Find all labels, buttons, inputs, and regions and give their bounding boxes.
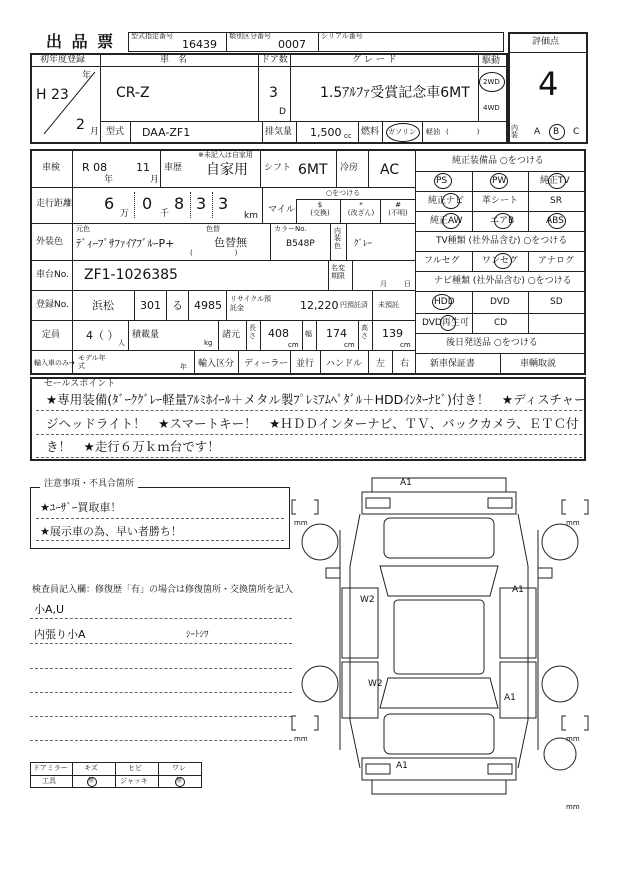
sales-line-1: ★専用装備(ﾀﾞｰｸｸﾞﾚｰ軽量ｱﾙﾐﾎｲｰﾙ＋メタル製ﾌﾟﾚﾐｱﾑﾍﾟﾀﾞﾙ＋HDDｲﾝﾀｰﾅﾋﾞ)付き！ ★ディスチャー <box>46 392 587 407</box>
notes-line-2: ★展示車の為、早い者勝ち！ <box>40 525 182 538</box>
recycle-unpaid: 未預託 <box>378 301 399 309</box>
navi-dvd-play: DVD再生可 <box>422 318 469 328</box>
history-label: 車歴 <box>164 163 183 173</box>
height-value: 139 <box>382 327 403 340</box>
shift-label: シフト <box>264 163 292 173</box>
month-mark: 月 <box>90 127 100 137</box>
model-year-mark: 年 <box>180 363 187 371</box>
color-orig-label: 元色 <box>76 225 90 233</box>
ac-value: AC <box>380 162 400 178</box>
mileage-digit-3: 8 <box>174 194 185 213</box>
legend-tools-value: 無 <box>88 777 95 784</box>
mile-opt-exchange: $ (交換) <box>310 201 330 218</box>
model-value: DAA-ZF1 <box>142 126 191 139</box>
inspector-line-2: 内張り小A <box>34 628 86 641</box>
equip-pw: PW <box>492 176 507 186</box>
notes-label: 注意事項・不具合箇所 <box>40 480 138 489</box>
equip-aw: 純正AW <box>430 216 463 226</box>
navi-hdd: HDD <box>434 297 455 307</box>
type-no-value: 16439 <box>182 38 217 51</box>
name-change-day: 日 <box>404 280 411 288</box>
legend-tools: 工具 <box>42 777 56 785</box>
first-reg-label: 初年度登録 <box>40 55 86 65</box>
color-change-value: 色替無 <box>214 236 247 249</box>
navi-dvd-play-circle <box>440 315 456 331</box>
color-orig-value: ﾃﾞｨｰﾌﾟｻﾌｧｲｱﾌﾞﾙｰP+ <box>76 237 175 250</box>
inspector-label: 検査員記入欄：修復歴「有」の場合は修復箇所・交換箇所を記入 <box>32 585 294 595</box>
fuel-gas: ガソリン <box>388 128 416 136</box>
chassis-value: ZF1-1026385 <box>84 267 178 283</box>
cc-unit: cc <box>344 132 352 140</box>
legend-mirror: ドアミラー <box>33 764 68 772</box>
color-label: 外装色 <box>36 237 64 247</box>
first-reg-month: 2 <box>76 117 85 133</box>
length-value: 408 <box>268 327 289 340</box>
mileage-digit-2: 0 <box>142 194 153 213</box>
sen-unit: 千 <box>160 209 170 219</box>
fuel-paren: ( ) <box>446 128 480 136</box>
equip-ps-circle <box>434 173 452 189</box>
score-label: 評価点 <box>532 37 560 47</box>
notes-line-1: ★ﾕｰｻﾞｰ買取車！ <box>40 501 122 514</box>
mileage-digit-4: 3 <box>196 194 207 213</box>
length-label: 長さ <box>249 324 256 340</box>
legend-jack-value: 無 <box>176 777 183 784</box>
first-reg-value: H 23 <box>36 87 69 103</box>
equip-pw-circle <box>490 173 508 189</box>
shaken-month: 11 <box>136 161 150 174</box>
equip-ps: PS <box>436 176 448 186</box>
car-diagram <box>280 470 610 810</box>
chassis-label: 車台No. <box>36 270 69 280</box>
name-change-month: 月 <box>380 280 387 288</box>
legend-crack: ヒビ <box>128 764 142 772</box>
equip-airbag: エアB <box>490 216 515 226</box>
name-change-label: 名変期限 <box>331 264 345 281</box>
serial-label: シリアル番号 <box>321 32 363 40</box>
equip-sr: SR <box>550 196 562 206</box>
damage-mark-rear-bumper: A1 <box>396 761 408 771</box>
tv-fullseg: フルセグ <box>424 256 460 266</box>
model-label: 型式 <box>106 127 125 137</box>
legend-scratch: キズ <box>84 764 98 772</box>
mm-spare: mm <box>566 803 580 811</box>
shaken-label: 車検 <box>42 163 61 173</box>
grade-label: グ レ ー ド <box>352 55 397 65</box>
capacity-value: 4（ ） <box>86 329 119 342</box>
tv-analog: アナログ <box>538 256 575 266</box>
reg-label: 登録No. <box>36 300 69 310</box>
navi-cd: CD <box>494 318 508 328</box>
fuel-diesel: 軽油 <box>426 128 440 136</box>
import-dealer: ディーラー <box>244 359 289 369</box>
equip-tv: 純正TV <box>540 176 570 186</box>
equip-airbag-circle <box>494 213 512 229</box>
mileage-digit-5: 3 <box>218 194 229 213</box>
category-label: 類別区分番号 <box>229 32 271 40</box>
interior-color-label: 内装色 <box>334 227 341 250</box>
color-no-value: B548P <box>286 239 315 249</box>
sales-line-3: き！ ★走行６万ｋｍ台です！ <box>46 439 220 454</box>
damage-mark-right-front-door: A1 <box>512 585 524 595</box>
mm-front-left: mm <box>294 519 308 527</box>
shift-value: 6MT <box>298 162 328 178</box>
mm-rear-right: mm <box>566 735 580 743</box>
type-no-label: 型式指定番号 <box>131 32 173 40</box>
width-cm: cm <box>344 341 355 349</box>
color-paren: ( ) <box>190 249 238 257</box>
interior-color-value: ｸﾞﾚｰ <box>354 239 373 249</box>
doors-label: ドア数 <box>261 55 288 65</box>
fuel-label: 燃料 <box>361 127 380 137</box>
width-value: 174 <box>326 327 347 340</box>
damage-mark-left-rear: W2 <box>368 679 383 689</box>
height-cm: cm <box>400 341 411 349</box>
navi-sd: SD <box>550 297 563 307</box>
navi-dvd: DVD <box>490 297 510 307</box>
mileage-label: 走行距離 <box>36 199 73 209</box>
dims-label: 諸元 <box>222 330 241 340</box>
drive-2wd: 2WD <box>483 78 500 86</box>
reg-num: 4985 <box>194 299 222 312</box>
sales-line-2: ジヘッドライト！ ★スマートキー！ ★ＨＤＤインターナビ、ＴＶ、バックカメラ、ＥＴＣ付 <box>46 416 579 431</box>
equip-header: 純正装備品 ○をつける <box>452 156 544 166</box>
interior-grade-c: C <box>573 127 580 137</box>
color-no-label: カラーNo. <box>274 225 307 233</box>
mm-rear-left: mm <box>294 735 308 743</box>
damage-mark-front-bumper: A1 <box>400 478 412 488</box>
displacement-label: 排気量 <box>265 127 293 137</box>
load-label: 積載量 <box>132 330 160 340</box>
mile-opt-unknown: # (不明) <box>388 201 408 218</box>
shaken-year: 年 <box>104 175 114 185</box>
equip-tv-circle <box>548 173 566 189</box>
equip-abs-circle <box>548 213 566 229</box>
equip-leather: 革シート <box>482 196 519 206</box>
score-value: 4 <box>538 65 559 103</box>
interior-grade-b: B <box>553 127 560 137</box>
equip-aw-circle <box>442 213 460 229</box>
year-mark: 年 <box>82 71 92 81</box>
navi-hdd-circle <box>432 294 452 310</box>
inspector-line-1: 小A,U <box>34 603 65 616</box>
later-manual: 車輌取説 <box>520 359 557 369</box>
sales-label: セールスポイント <box>44 379 116 389</box>
reg-area: 浜松 <box>92 299 114 312</box>
shaken-value: R 08 <box>82 161 108 174</box>
recycle-value: 12,220 <box>300 299 339 312</box>
doors-value: 3 <box>269 85 278 101</box>
damage-mark-left-front-door: W2 <box>360 595 375 605</box>
drive-4wd: 4WD <box>483 104 500 112</box>
color-change-label: 色替 <box>206 225 220 233</box>
equip-navi-circle <box>442 193 460 209</box>
history-value: 自家用 <box>206 162 248 178</box>
reg-class: 301 <box>140 299 161 312</box>
inspector-line-2-right: ｼｰﾄｼﾜ <box>186 630 209 640</box>
equip-abs: ABS <box>546 216 564 226</box>
legend-jack: ジャッキ <box>120 777 148 785</box>
interior-grade-a: A <box>534 127 541 137</box>
man-unit: 万 <box>120 209 130 219</box>
legend-break: ワレ <box>172 764 186 772</box>
handle-label: ハンドル <box>326 359 363 369</box>
drive-label: 駆動 <box>482 56 501 66</box>
category-value: 0007 <box>278 38 306 51</box>
interior-label: 内装 <box>511 124 518 139</box>
tv-oneseg-circle <box>494 253 512 269</box>
car-name-label: 車 名 <box>160 55 188 65</box>
reg-kana: る <box>172 299 183 312</box>
km-unit: km <box>244 211 258 221</box>
width-label: 幅 <box>305 330 312 338</box>
recycle-label: リサイクル預託金 <box>230 295 272 313</box>
car-name-value: CR-Z <box>116 85 150 101</box>
form-title: 出 品 票 <box>46 32 116 51</box>
ac-label: 冷房 <box>340 163 359 173</box>
later-warranty: 新車保証書 <box>430 359 476 369</box>
recycle-status: 円預託済 <box>340 301 368 309</box>
grade-value: 1.5ｱﾙﾌｧ受賞記念車6MT <box>320 85 470 101</box>
doors-suffix: D <box>279 107 286 117</box>
mile-label: マイル <box>268 205 295 215</box>
load-unit: kg <box>204 339 213 347</box>
handle-left: 左 <box>376 359 386 369</box>
later-header: 後日発送品 ○をつける <box>446 338 538 348</box>
tv-oneseg: ワンセグ <box>482 256 519 266</box>
mileage-digit-1: 6 <box>104 194 115 213</box>
model-year-label: モデル年式 <box>78 354 106 371</box>
mile-head: ○をつける <box>326 189 361 197</box>
handle-right: 右 <box>400 359 410 369</box>
capacity-label: 定員 <box>42 330 61 340</box>
tv-header: TV種類 (社外品含む) ○をつける <box>436 236 568 246</box>
import-label: 輸入車のみ→ <box>34 359 75 367</box>
import-type-label: 輸入区分 <box>198 359 235 369</box>
mm-front-right: mm <box>566 519 580 527</box>
damage-mark-right-rear: A1 <box>504 693 516 703</box>
height-label: 高さ <box>361 324 368 340</box>
equip-navi: 純正ナビ <box>428 196 465 206</box>
length-cm: cm <box>288 341 299 349</box>
navi-header: ナビ種類 (社外品含む) ○をつける <box>434 276 572 286</box>
import-parallel: 並行 <box>296 359 315 369</box>
capacity-unit: 人 <box>118 339 125 347</box>
shaken-month-mark: 月 <box>150 175 160 185</box>
history-note: ※未記入は自家用 <box>198 151 253 159</box>
displacement-value: 1,500 <box>310 126 342 139</box>
mile-opt-tampered: * (改ざん) <box>347 201 375 218</box>
